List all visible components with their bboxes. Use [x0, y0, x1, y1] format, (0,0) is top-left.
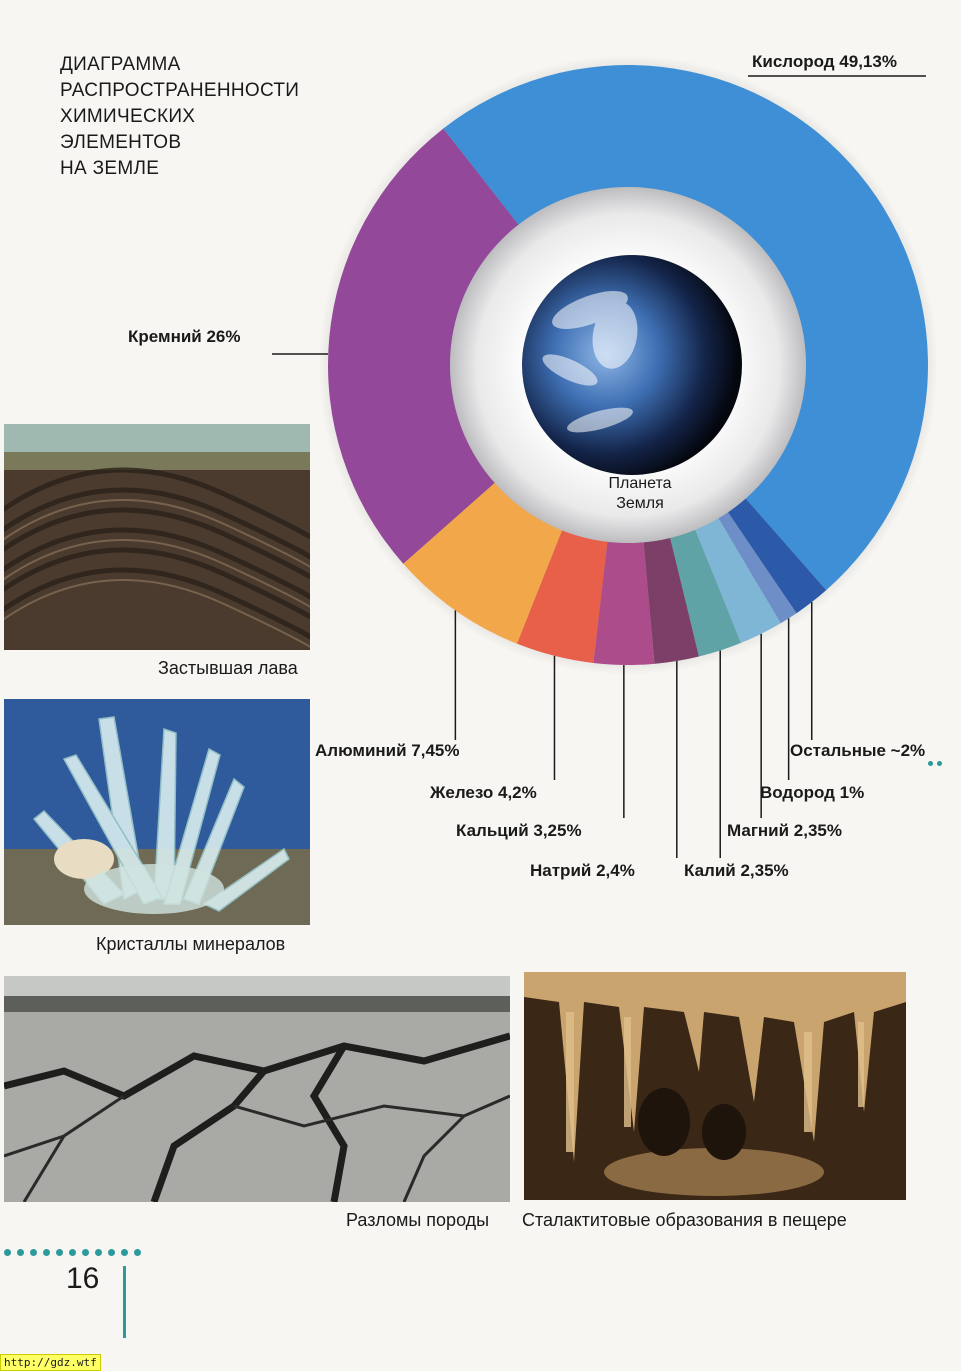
- planet-caption-line: Земля: [616, 495, 664, 512]
- title-line: РАСПРОСТРАНЕННОСТИ: [60, 80, 300, 101]
- label-aluminium: Алюминий 7,45%: [315, 741, 460, 760]
- decorative-dots: [4, 1243, 147, 1261]
- planet-caption: [560, 474, 720, 514]
- planet-caption-line: Планета: [608, 475, 672, 492]
- page-divider: [123, 1266, 126, 1338]
- caption-faults: Разломы породы: [346, 1210, 490, 1230]
- page-number: 16: [66, 1262, 100, 1295]
- caption-crystals: Кристаллы минералов: [96, 934, 286, 954]
- photo-crystals: [4, 699, 310, 925]
- title-line: ХИМИЧЕСКИХ: [60, 106, 196, 127]
- photo-lava: [4, 424, 310, 650]
- watermark-link[interactable]: http://gdz.wtf: [0, 1354, 101, 1371]
- caption-lava: Застывшая лава: [158, 658, 298, 678]
- label-others: Остальные ~2%: [790, 741, 926, 760]
- label-sodium: Натрий 2,4%: [530, 861, 635, 880]
- title-line: НА ЗЕМЛЕ: [60, 158, 160, 179]
- label-potassium: Калий 2,35%: [684, 861, 789, 880]
- label-hydrogen: Водород 1%: [760, 783, 865, 802]
- decorative-dots: [928, 753, 946, 771]
- photo-cave: [524, 972, 906, 1200]
- label-magnesium: Магний 2,35%: [727, 821, 842, 840]
- caption-cave: Сталактитовые образования в пещере: [522, 1210, 847, 1230]
- label-iron: Железо 4,2%: [430, 783, 537, 802]
- label-oxygen: Кислород 49,13%: [752, 52, 897, 71]
- title-line: ЭЛЕМЕНТОВ: [60, 132, 182, 153]
- label-silicon: Кремний 26%: [128, 327, 241, 346]
- photo-faults: [4, 976, 510, 1202]
- title-line: ДИАГРАММА: [60, 54, 181, 75]
- label-calcium: Кальций 3,25%: [456, 821, 582, 840]
